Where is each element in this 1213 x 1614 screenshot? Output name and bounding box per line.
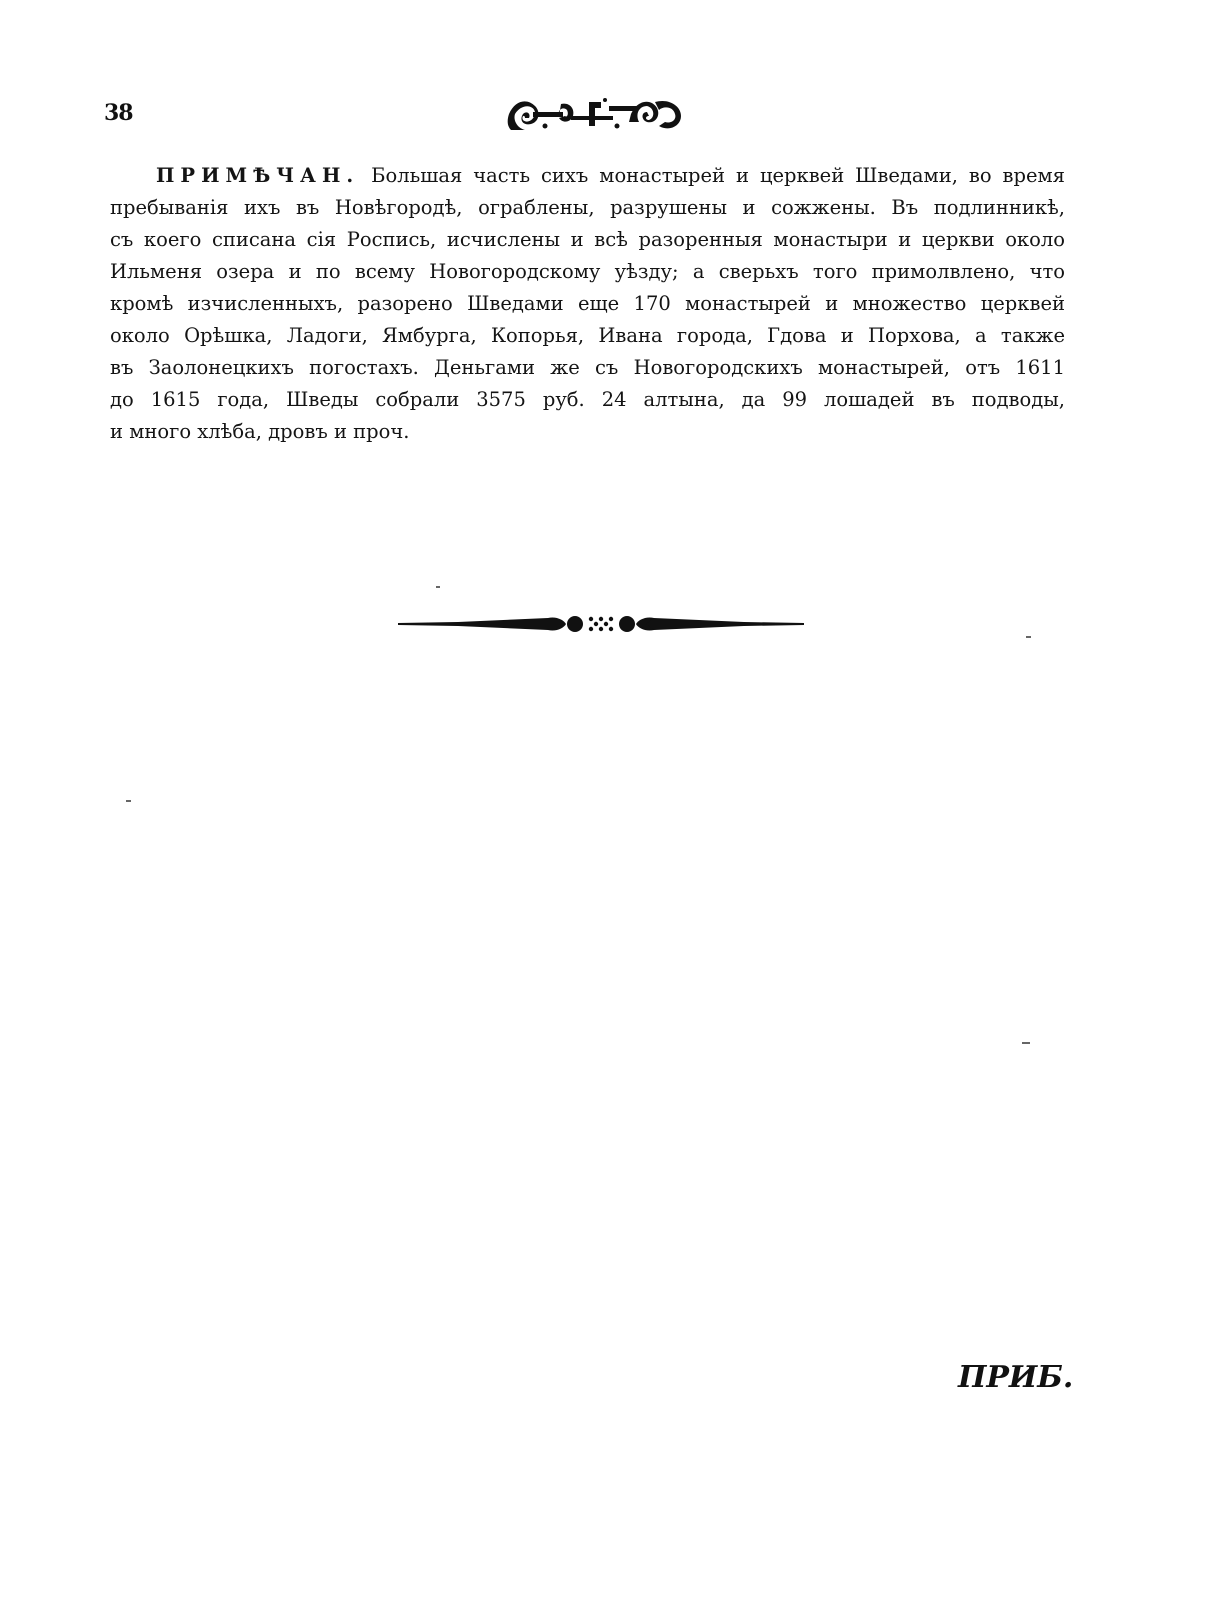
- note-line-1: [110, 160, 1065, 192]
- speck-mark: [126, 800, 131, 802]
- header-ornament: [505, 92, 685, 136]
- speck-mark: [1022, 1042, 1030, 1044]
- note-line-9: и много хлѣба, дровъ и проч.: [110, 420, 410, 443]
- catchword: ПРИБ.: [958, 1360, 1074, 1395]
- speck-mark: [436, 586, 440, 588]
- divider-ornament: [398, 608, 804, 640]
- note-line-7: въ Заолонецкихъ погостахъ. Деньгами же съ Новогородскихъ монастырей, отъ 1611: [110, 356, 1065, 379]
- note-line-2: пребыванiя ихъ въ Новѣгородѣ, ограблены, разрушены и сожжены. Въ подлинникѣ,: [110, 196, 1065, 219]
- note-line-5: кромѣ изчисленныхъ, разорено Шведами еще 170 монастырей и множество церквей: [110, 292, 1065, 315]
- note-line-1-text: Большая часть сихъ монастырей и церквей Шведами, во время: [371, 164, 1065, 187]
- note-line-8: до 1615 года, Шведы собрали 3575 руб. 24 алтына, да 99 лошадей въ подводы,: [110, 388, 1065, 411]
- note-line-4: Ильменя озера и по всему Новогородскому уѣзду; а сверьхъ того примолвлено, что: [110, 260, 1065, 283]
- note-line-6: около Орѣшка, Ладоги, Ямбурга, Копорья, Ивана города, Гдова и Порхова, а также: [110, 324, 1065, 347]
- note-line-3: съ коего списана сiя Роспись, исчислены и всѣ разоренныя монастыри и церкви около: [110, 228, 1065, 251]
- speck-mark: [1026, 636, 1031, 638]
- note-paragraph: [110, 160, 1065, 448]
- page-number: 38: [104, 100, 133, 126]
- note-heading: ПРИМѢЧАН.: [156, 164, 360, 187]
